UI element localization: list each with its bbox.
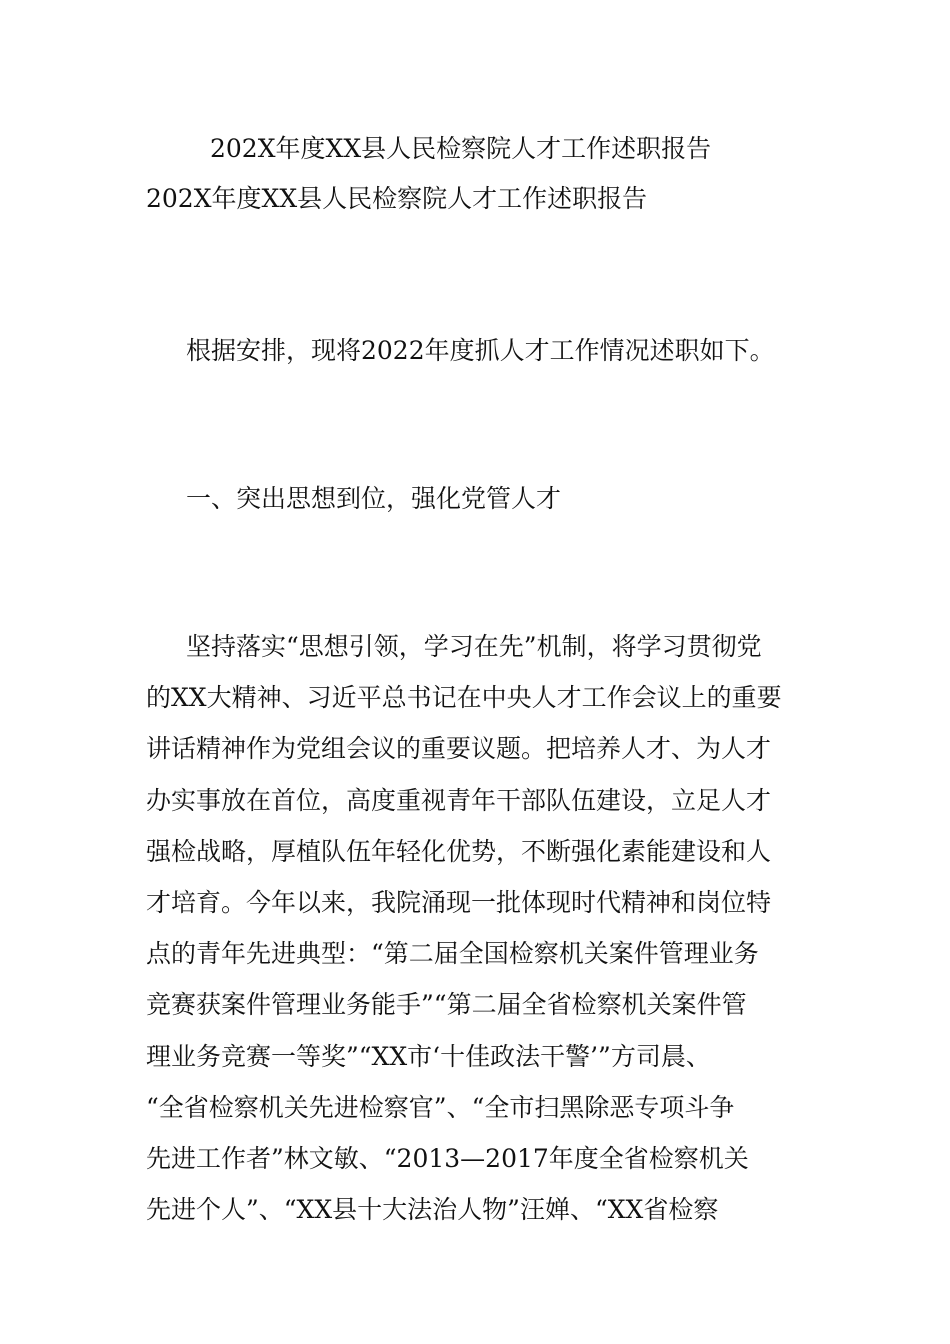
paragraph-line: “全省检察机关先进检察官”、“全市扫黑除恶专项斗争 [146,1092,735,1122]
paragraph-line: 强检战略，厚植队伍年轻化优势，不断强化素能建设和人 [146,836,772,866]
body-paragraph [146,630,826,1244]
paragraph-line: 先进个人”、“XX县十大法治人物”汪婵、“XX省检察 [146,1195,719,1225]
paragraph-line: 先进工作者”林文敏、“2013—2017年度全省检察机关 [146,1143,749,1173]
paragraph-line: 讲话精神作为党组会议的重要议题。把培养人才、为人才 [146,734,772,764]
paragraph-line: 理业务竞赛一等奖”“XX市‘十佳政法干警’”方司晨、 [146,1041,711,1071]
document-title: 202X年度XX县人民检察院人才工作述职报告 [210,134,712,163]
paragraph-line: 竞赛获案件管理业务能手”“第二届全省检察机关案件管 [146,990,747,1020]
paragraph-line: 坚持落实“思想引领，学习在先”机制，将学习贯彻党 [186,632,762,661]
paragraph-line: 点的青年先进典型：“第二届全国检察机关案件管理业务 [146,939,759,969]
section-heading: 一、突出思想到位，强化党管人才 [186,484,562,513]
paragraph-line: 才培育。今年以来，我院涌现一批体现时代精神和岗位特 [146,887,772,917]
paragraph-line: 办实事放在首位，高度重视青年干部队伍建设，立足人才 [146,785,772,815]
document-title-repeat: 202X年度XX县人民检察院人才工作述职报告 [146,184,648,213]
paragraph-line: 的XX大精神、习近平总书记在中央人才工作会议上的重要 [146,683,782,713]
intro-paragraph: 根据安排，现将2022年度抓人才工作情况述职如下。 [186,336,775,365]
